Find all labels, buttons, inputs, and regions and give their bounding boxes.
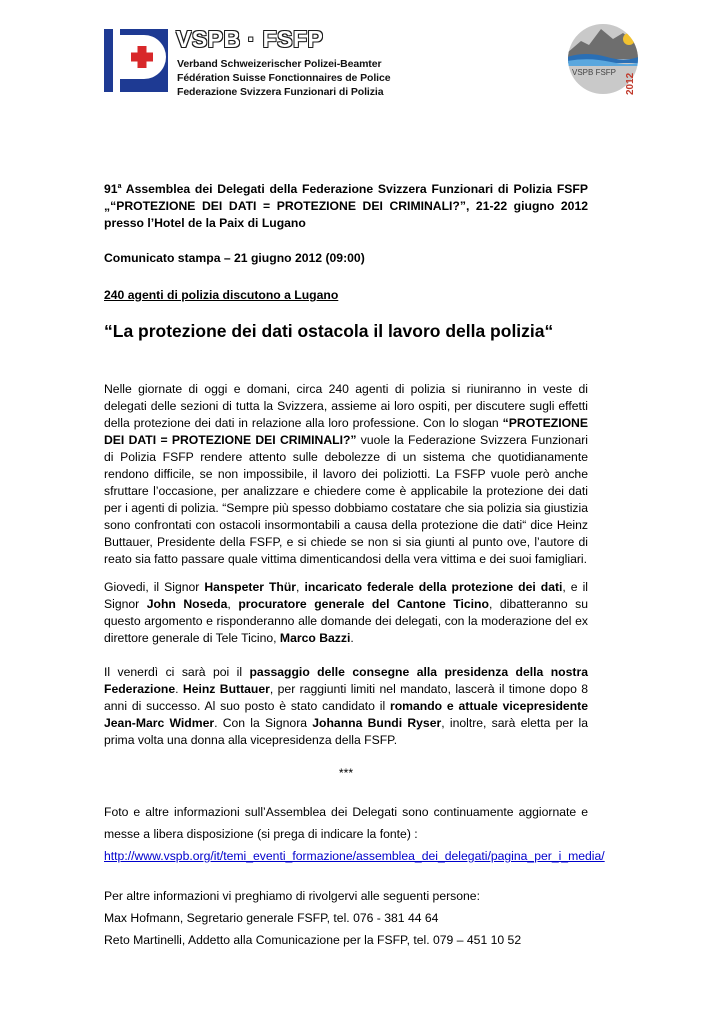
badge-year: 2012 (625, 72, 636, 95)
title-ordinal: 91 (104, 182, 118, 196)
media-page-link[interactable]: http://www.vspb.org/it/temi_eventi_formazione/assemblea_dei_delegati/pagina_per_i_media/ (104, 849, 605, 863)
separator: *** (338, 766, 354, 780)
info-text: Foto e altre informazioni sull’Assemblea dei Delegati sono continuamente aggiornate e messe a libera disposizione (si prega di indicare la fonte) : (104, 805, 588, 841)
subheading: 240 agenti di polizia discutono a Lugano (104, 288, 339, 302)
contact-person-1: Max Hofmann, Segretario generale FSFP, tel. 076 - 381 44 64 (104, 911, 439, 925)
fsfp-logo (104, 29, 168, 92)
paragraph-intro: Nelle giornate di oggi e domani, circa 240 agenti di polizia si riuniranno in veste di delegati delle sezioni di tutta la Svizzera, assieme ai loro ospiti, per discutere sugli effetti della protezione dei dati in relazione alla loro professione. Con lo slogan “PROTEZIONE DEI DATI = PROTEZIONE DEI CRIMINALI?” vuole la Federazione Svizzera Funzionari di Polizia FSFP rendere attento sulle debolezze di un sistema che quotidianamente rendono difficile, se non impossibile, il lavoro dei poliziotti. La FSFP vuole però anche sfruttare l’occasione, per analizzare e chiedere come è applicabile la protezione dei dati per i agenti di polizia. “Sempre più spesso dobbiamo costatare che sia polizia sia giustizia sono confrontati con ostacoli insormontabili a causa della protezione die dati“ dice Heinz Buttauer, Presidente della FSFP, e si chiede se non si sia giunti al punto ove, l’autore di reato sia fatto passare quale vittima dimenticandosi della vera vittima e dei suoi famigliari. (104, 382, 588, 566)
assembly-title (104, 181, 588, 232)
title-line3: presso l’Hotel de la Paix di Lugano (104, 216, 306, 230)
org-name-german: Verband Schweizerischer Polizei-Beamter (177, 58, 382, 70)
org-name-french: Fédération Suisse Fonctionnaires de Police (177, 72, 391, 84)
org-short-name: VSPB · FSFP (176, 26, 324, 52)
contacts-block (104, 885, 588, 951)
contact-person-2: Reto Martinelli, Addetto alla Comunicazione per la FSFP, tel. 079 – 451 10 52 (104, 933, 522, 947)
title-line1: Assemblea dei Delegati della Federazione Svizzera Funzionari di Polizia FSFP (121, 182, 588, 196)
assembly-2012-badge (567, 19, 643, 99)
org-name-italian: Federazione Svizzera Funzionari di Polizia (177, 86, 384, 98)
contacts-intro: Per altre informazioni vi preghiamo di rivolgervi alle seguenti persone: (104, 889, 480, 903)
press-release-date: Comunicato stampa – 21 giugno 2012 (09:00) (104, 251, 365, 265)
paragraph-speakers: Giovedi, il Signor Hanspeter Thür, incaricato federale della protezione dei dati, e il Signor John Noseda, procuratore generale del Cantone Ticino, dibatteranno su questo argomento e risponderanno alle domande dei delegati, con la moderazione del ex direttore generale di Tele Ticino, Marco Bazzi. (104, 580, 588, 645)
paragraph-presidency: Il venerdì ci sarà poi il passaggio delle consegne alla presidenza della nostra Federazione. Heinz Buttauer, per raggiunti limiti nel mandato, lascerà il timone dopo 8 anni di successo. Al suo posto è stato candidato il romando e attuale vicepresidente Jean-Marc Widmer. Con la Signora Johanna Bundi Ryser, inoltre, sarà eletta per la prima volta una donna alla vicepresidenza della FSFP. (104, 665, 589, 747)
badge-text: VSPB FSFP (572, 68, 617, 77)
title-ordinal-sup: a (117, 182, 122, 190)
headline: “La protezione dei dati ostacola il lavoro della polizia“ (104, 321, 554, 341)
title-line2: „“PROTEZIONE DEI DATI = PROTEZIONE DEI CRIMINALI?”, 21-22 giugno 2012 (104, 199, 588, 213)
info-block (104, 801, 605, 867)
